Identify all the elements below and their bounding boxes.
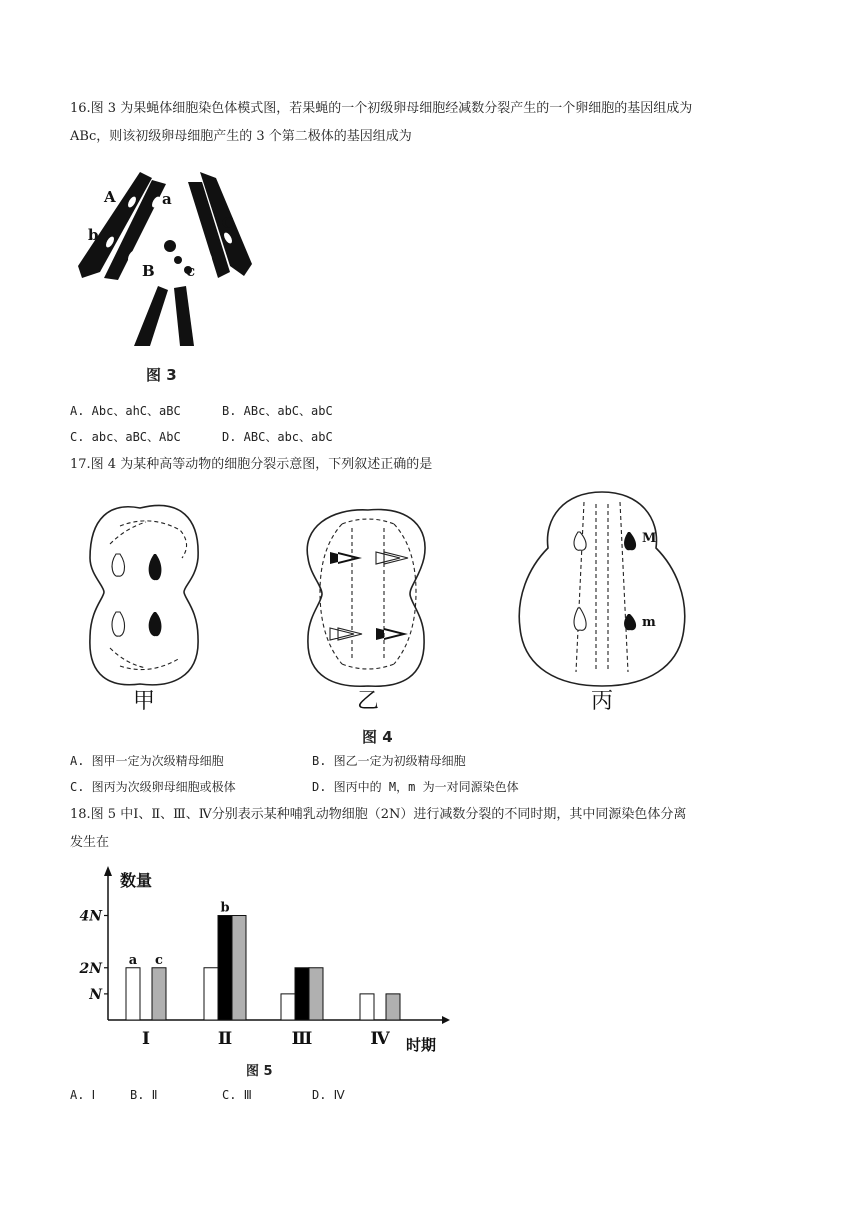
bar-a-3 bbox=[360, 994, 374, 1020]
q18-option-c: C. Ⅲ bbox=[222, 1088, 252, 1102]
q18-option-a: A. Ⅰ bbox=[70, 1088, 96, 1102]
chromosome-yi-top-left bbox=[330, 552, 362, 564]
y-axis-arrow bbox=[104, 866, 112, 876]
chromosome-yi-top-right bbox=[376, 552, 408, 564]
q18-option-d: D. Ⅳ bbox=[312, 1088, 345, 1102]
chromosome-jia-bottom-light bbox=[112, 612, 124, 636]
x-axis-arrow bbox=[442, 1016, 450, 1024]
x-tick-label-2: Ⅲ bbox=[291, 1029, 313, 1049]
bar-b-2 bbox=[295, 968, 309, 1020]
figure-3-caption: 图 3 bbox=[146, 366, 177, 384]
chromosome-bing-top-light bbox=[574, 532, 586, 550]
gene-label-a: a bbox=[162, 190, 172, 208]
chromosome-lower-left bbox=[134, 286, 168, 346]
y-tick-label-2: 4N bbox=[79, 908, 102, 925]
gene-label-b: b bbox=[88, 226, 99, 244]
x-tick-label-1: Ⅱ bbox=[217, 1029, 233, 1049]
chromosome-jia-top bbox=[149, 554, 162, 580]
x-tick-label-3: Ⅳ bbox=[370, 1029, 390, 1049]
q17-option-d: D. 图丙中的 M，m 为一对同源染色体 bbox=[312, 780, 519, 794]
x-tick-label-0: Ⅰ bbox=[142, 1029, 150, 1049]
chromosome-bing-bottom-light bbox=[574, 608, 586, 630]
gene-label-A: A bbox=[104, 188, 116, 206]
q17-option-a: A. 图甲一定为次级精母细胞 bbox=[70, 754, 224, 768]
bar-a-2 bbox=[281, 994, 295, 1020]
chromosome-yi-bottom-right bbox=[376, 628, 408, 640]
y-tick-label-0: N bbox=[89, 986, 102, 1003]
bar-b-1 bbox=[218, 916, 232, 1020]
centromere-dot-1 bbox=[164, 240, 176, 252]
cell-bing-membrane bbox=[519, 492, 685, 686]
marker-m: m bbox=[642, 615, 656, 630]
gene-label-c: c bbox=[186, 262, 196, 280]
bar-c-3 bbox=[386, 994, 400, 1020]
chromosome-lower-right bbox=[174, 286, 194, 346]
y-axis-label: 数量 bbox=[120, 871, 153, 890]
chromosome-M bbox=[624, 532, 636, 550]
q16-option-a: A. Abc、ahC、aBC bbox=[70, 404, 181, 418]
bar-c-2 bbox=[309, 968, 323, 1020]
y-tick-label-1: 2N bbox=[79, 960, 102, 977]
cell-label-jia: 甲 bbox=[132, 689, 156, 714]
q18-stem-line1: 18.图 5 中Ⅰ、Ⅱ、Ⅲ、Ⅳ分别表示某种哺乳动物细胞（2N）进行减数分裂的不同时期，其中同源染色体分离 bbox=[70, 807, 687, 822]
chromosome-yi-bottom-left bbox=[330, 628, 362, 640]
figure-4-cells bbox=[80, 488, 720, 718]
cell-label-yi: 乙 bbox=[356, 689, 380, 714]
q17-option-c: C. 图丙为次级卵母细胞或极体 bbox=[70, 780, 236, 794]
bar-a-1 bbox=[204, 968, 218, 1020]
series-label-a: a bbox=[128, 952, 138, 968]
cell-yi-membrane bbox=[307, 510, 425, 687]
centromere-dot-2 bbox=[174, 256, 182, 264]
gene-label-B: B bbox=[142, 262, 155, 280]
bar-a-0 bbox=[126, 968, 140, 1020]
figure-5-caption: 图 5 bbox=[246, 1064, 273, 1079]
chromosome-jia-top-light bbox=[112, 554, 124, 576]
chromosome-jia-bottom bbox=[149, 612, 162, 636]
cell-label-bing: 丙 bbox=[590, 689, 614, 714]
series-label-b: b bbox=[220, 900, 230, 916]
series-label-c: c bbox=[155, 952, 163, 968]
q17-option-b: B. 图乙一定为初级精母细胞 bbox=[312, 754, 466, 768]
x-axis-label: 时期 bbox=[406, 1036, 437, 1054]
figure-4-caption: 图 4 bbox=[362, 728, 393, 746]
marker-M: M bbox=[642, 531, 657, 546]
q17-stem: 17.图 4 为某种高等动物的细胞分裂示意图，下列叙述正确的是 bbox=[70, 457, 433, 472]
q16-option-d: D. ABC、abc、abC bbox=[222, 430, 333, 444]
q18-option-b: B. Ⅱ bbox=[130, 1088, 158, 1102]
q16-option-c: C. abc、aBC、AbC bbox=[70, 430, 181, 444]
bar-c-1 bbox=[232, 916, 246, 1020]
q16-stem-line2: ABc，则该初级卵母细胞产生的 3 个第二极体的基因组成为 bbox=[70, 129, 412, 144]
q16-stem-line1: 16.图 3 为果蝇体细胞染色体模式图，若果蝇的一个初级卵母细胞经减数分裂产生的一个卵细胞的基因组成为 bbox=[70, 101, 693, 116]
q16-option-b: B. ABc、abC、abC bbox=[222, 404, 333, 418]
figure-3-chromosomes bbox=[70, 160, 270, 355]
bar-c-0 bbox=[152, 968, 166, 1020]
figure-5-bar-chart bbox=[70, 860, 470, 1056]
gene-label-C: C bbox=[222, 214, 234, 232]
q18-stem-line2: 发生在 bbox=[70, 835, 110, 850]
